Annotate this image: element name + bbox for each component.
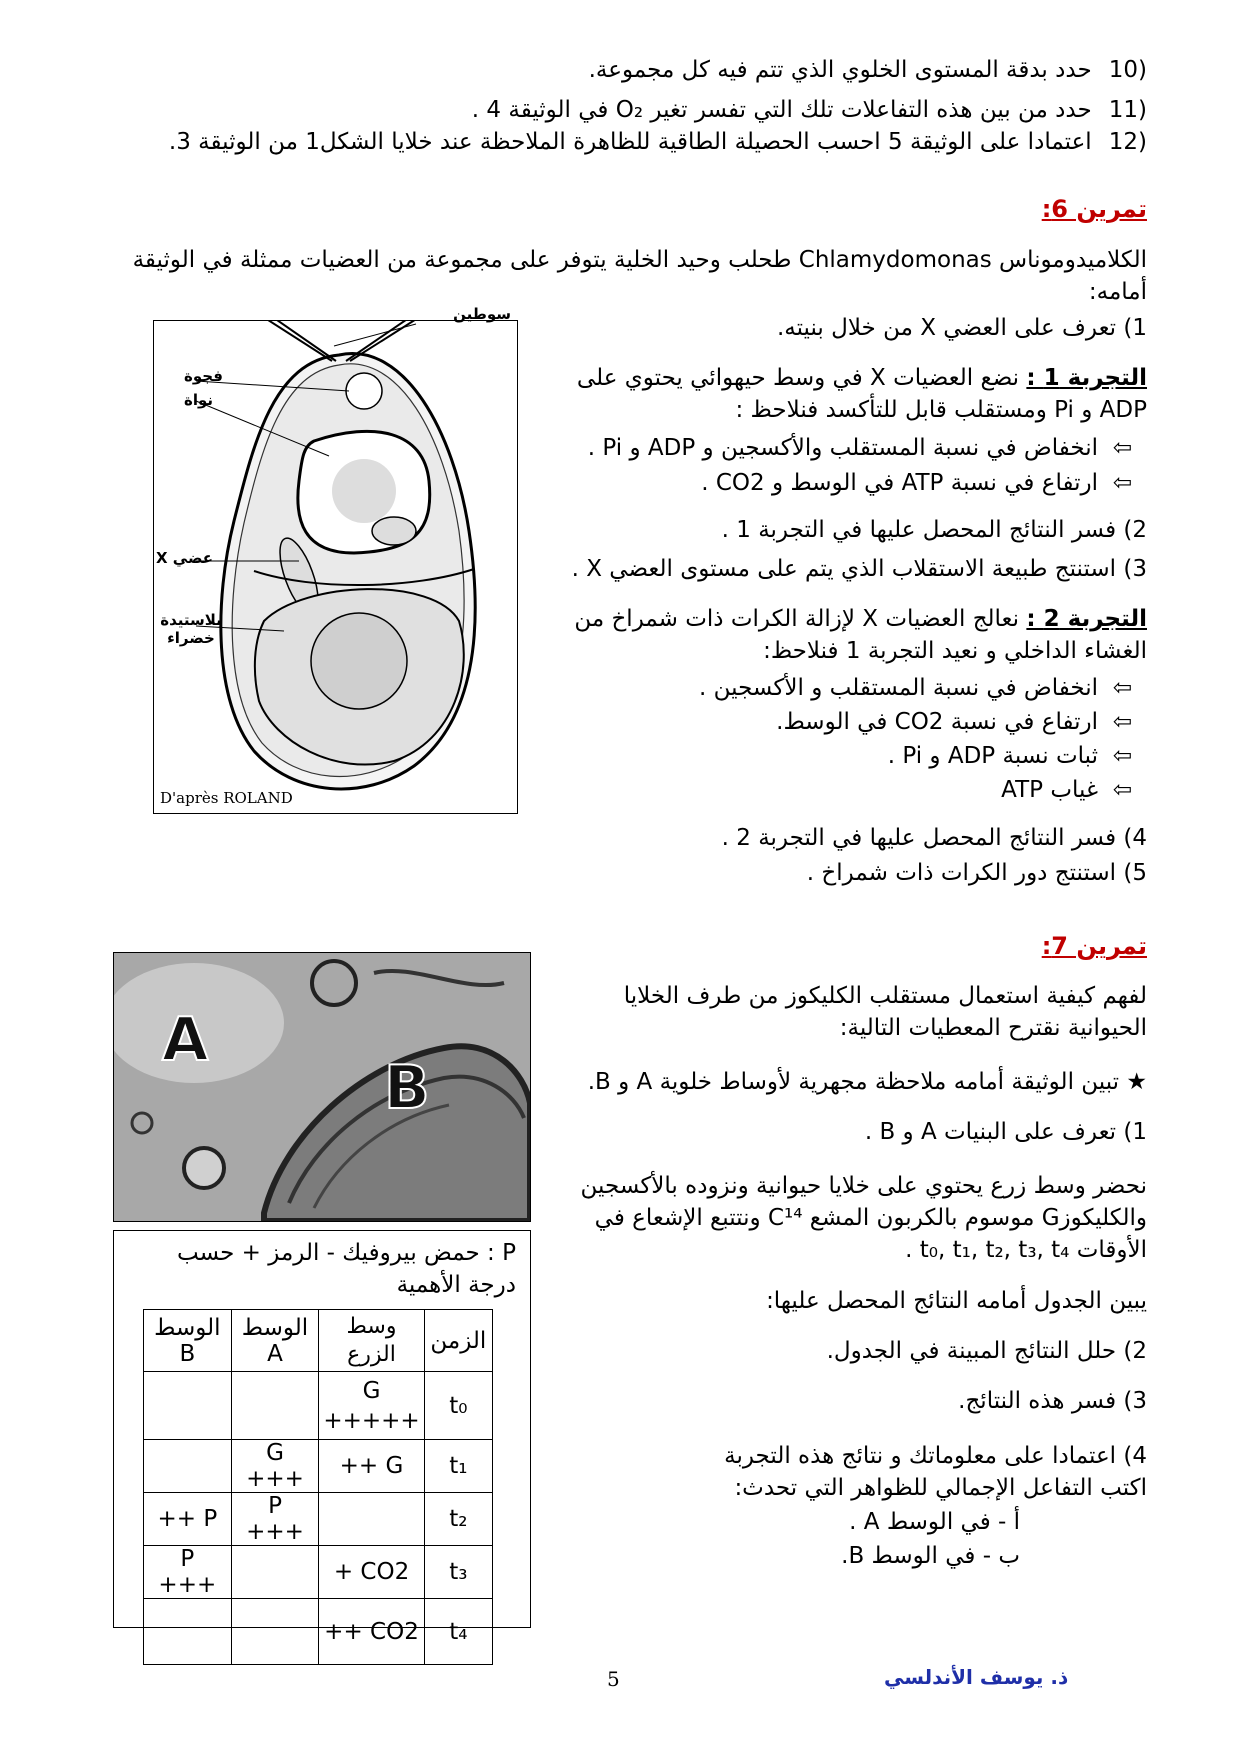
ex6-q1: 1) تعرف على العضي X من خلال بنيته. xyxy=(776,315,1147,341)
table-row: t₄ CO2 ++ xyxy=(144,1599,493,1665)
ex7-star: ★ تبين الوثيقة أمامه ملاحظة مجهرية لأوساط خلوية A و B. xyxy=(587,1069,1147,1095)
ex7-q4a: أ - في الوسط A . xyxy=(849,1509,1020,1535)
ex6-exp1 xyxy=(547,362,1147,426)
micro-label-b: B xyxy=(384,1053,430,1123)
figure-credit: D'après ROLAND xyxy=(160,789,293,807)
table-row: t₃ CO2 + P +++ xyxy=(144,1546,493,1599)
ex7-q2: 2) حلل النتائج المبينة في الجدول. xyxy=(826,1338,1147,1364)
ex7-table-intro: يبين الجدول أمامه النتائج المحصل عليها: xyxy=(766,1288,1147,1314)
table-row: t₁ G ++ G +++ xyxy=(144,1440,493,1493)
question-10: (10 حدد بدقة المستوى الخلوي الذي تتم فيه كل مجموعة. xyxy=(588,57,1147,83)
header-time: الزمن xyxy=(424,1310,492,1372)
ex7-q1: 1) تعرف على البنيات A و B . xyxy=(864,1119,1147,1145)
ex6-q2: 2) فسر النتائج المحصل عليها في التجربة 1 . xyxy=(721,517,1147,543)
page-number: 5 xyxy=(607,1667,620,1691)
label-vacuole: فجوة xyxy=(184,367,223,385)
exp2-label: التجربة 2 : xyxy=(1026,606,1147,632)
exercise-6-intro: الكلاميدوموناس Chlamydomonas طحلب وحيد الخلية يتوفر على مجموعة من العضيات ممثلة في الوثيقة أمامه: xyxy=(132,247,1147,305)
results-table xyxy=(143,1309,493,1665)
ex7-q4: 4) اعتمادا على معلوماتك و نتائج هذه التجربة اكتب التفاعل الإجمالي للظواهر التي تحدث: xyxy=(724,1443,1147,1501)
ex6-exp2 xyxy=(547,603,1147,667)
exp1-obs-1: ⇦انخفاض في نسبة المستقلب والأكسجين و ADP و Pi . xyxy=(572,432,1132,464)
arrow-icon: ⇦ xyxy=(1112,470,1132,496)
table-row: t₀ G +++++ xyxy=(144,1372,493,1440)
exp1-label: التجربة 1 : xyxy=(1026,365,1147,391)
exp2-text: نعالج العضيات X لإزالة الكرات ذات شمراخ من الغشاء الداخلي و نعيد التجربة 1 فنلاحظ: xyxy=(574,606,1147,664)
label-nucleus: نواة xyxy=(184,391,214,409)
exp2-obs-1: ⇦انخفاض في نسبة المستقلب و الأكسجين . xyxy=(572,672,1132,704)
ex6-q3: 3) استنتج طبيعة الاستقلاب الذي يتم على مستوى العضي X . xyxy=(571,556,1147,582)
exp2-obs-3: ⇦ثبات نسبة ADP و Pi . xyxy=(572,740,1132,772)
arrow-icon: ⇦ xyxy=(1112,743,1132,769)
ex7-q3: 3) فسر هذه النتائج. xyxy=(958,1388,1147,1414)
label-chloroplast: بلاستيدة خضراء xyxy=(160,611,222,647)
micrograph xyxy=(113,952,531,1222)
question-12: (12 اعتمادا على الوثيقة 5 احسب الحصيلة الطاقية للظاهرة الملاحظة عند خلايا الشكل1 من الوثيقة 3. xyxy=(168,129,1147,155)
chlamydomonas-figure xyxy=(153,305,518,814)
ex6-q5: 5) استنتج دور الكرات ذات شمراخ . xyxy=(806,860,1147,886)
ex7-paragraph: نحضر وسط زرع يحتوي على خلايا حيوانية ونزوده بالأكسجين والكليكوزG موسوم بالكربون المشع C¹⁴ ونتتبع الإشعاع في الأوقات t₀, t₁, t₂, t₃, t₄ . xyxy=(580,1173,1147,1263)
label-organelle-x: X عضي xyxy=(156,549,213,567)
header-medium-a: الوسط A xyxy=(231,1310,319,1372)
table-legend: P : حمض بيروفيك - الرمز + حسب درجة الأهمية xyxy=(177,1240,516,1298)
exp1-obs-2: ⇦ارتفاع في نسبة ATP في الوسط و CO2 . xyxy=(572,467,1132,499)
author-name: ذ. يوسف الأندلسي xyxy=(884,1665,1069,1689)
question-11: (11 حدد من بين هذه التفاعلات تلك التي تفسر تغير O₂ في الوثيقة 4 . xyxy=(471,97,1147,123)
table-row: t₂ P +++ P ++ xyxy=(144,1493,493,1546)
label-flagella: سوطين xyxy=(453,305,511,323)
header-medium-b: الوسط B xyxy=(144,1310,232,1372)
exercise-7-title: تمرين 7: xyxy=(1041,932,1147,960)
arrow-icon: ⇦ xyxy=(1112,675,1132,701)
exp2-obs-2: ⇦ارتفاع في نسبة CO2 في الوسط. xyxy=(572,706,1132,738)
exercise-6-title: تمرين 6: xyxy=(1041,195,1147,223)
ex7-q4b: ب - في الوسط B. xyxy=(841,1543,1020,1569)
exp1-text: نضع العضيات X في وسط حيهوائي يحتوي على ADP و Pi ومستقلب قابل للتأكسد فنلاحظ : xyxy=(576,365,1147,423)
micro-label-a: A xyxy=(162,1005,209,1075)
exp2-obs-4: ⇦غياب ATP xyxy=(572,774,1132,806)
results-box xyxy=(113,1230,531,1645)
ex6-q4: 4) فسر النتائج المحصل عليها في التجربة 2 . xyxy=(721,825,1147,851)
arrow-icon: ⇦ xyxy=(1112,435,1132,461)
micrograph-image xyxy=(114,953,530,1221)
header-culture: وسط الزرع xyxy=(319,1310,424,1372)
arrow-icon: ⇦ xyxy=(1112,777,1132,803)
arrow-icon: ⇦ xyxy=(1112,709,1132,735)
table-header-row xyxy=(144,1310,493,1372)
ex7-intro: لفهم كيفية استعمال مستقلب الكليكوز من طرف الخلايا الحيوانية نقترح المعطيات التالية: xyxy=(623,983,1147,1041)
